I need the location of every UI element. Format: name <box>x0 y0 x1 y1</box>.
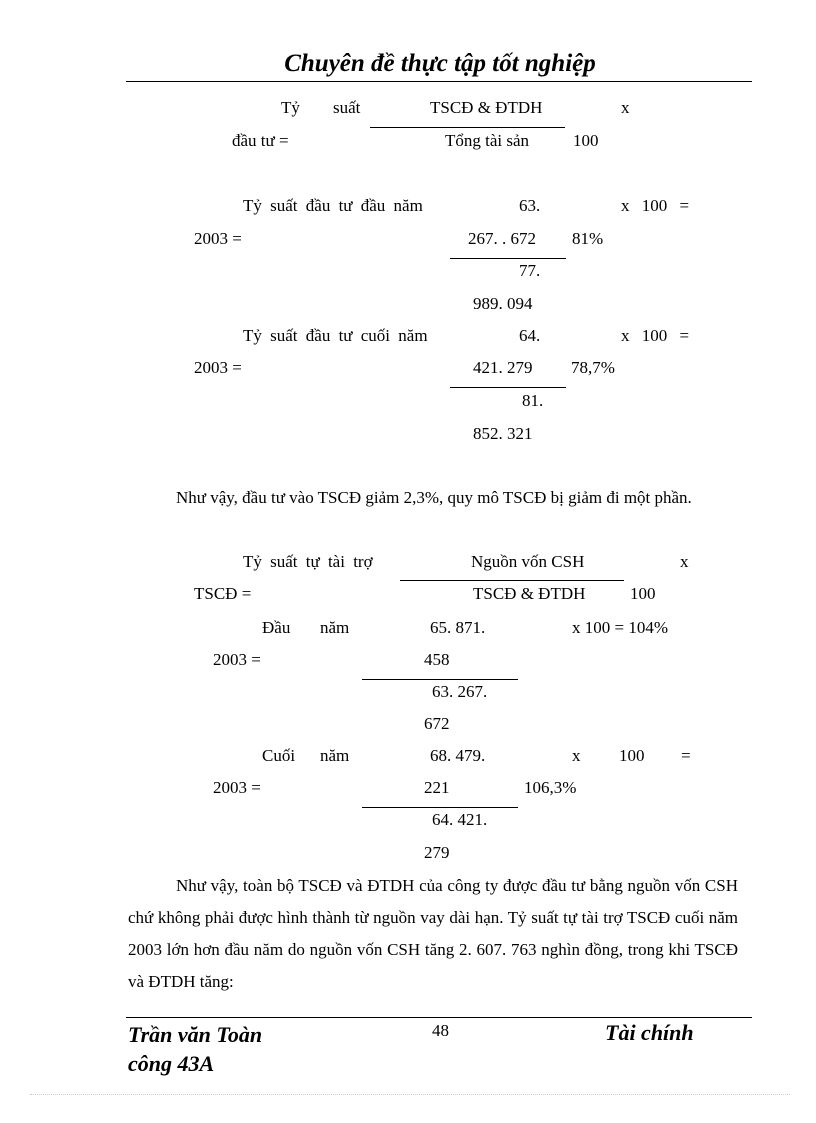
calc3-label-word-1: Đầu <box>262 618 291 637</box>
formula2-hundred: 100 <box>630 584 656 603</box>
calc1-denominator-2: 989. 094 <box>473 294 533 313</box>
calc2-numerator-1: 64. <box>519 326 541 345</box>
calc2-label: Tỷ suất đầu tư cuối năm <box>243 326 428 345</box>
formula1-label-word-1: Tỷ <box>281 98 300 117</box>
page-header-title: Chuyên đề thực tập tốt nghiệp <box>284 50 596 77</box>
calc2-fraction-bar <box>450 387 566 388</box>
footer-author <box>128 1020 262 1078</box>
calc3-denominator-2: 672 <box>424 714 450 733</box>
calc1-year: 2003 = <box>194 229 242 248</box>
calc2-numerator-2: 421. 279 <box>473 358 533 377</box>
calc4-equals: = <box>681 746 691 765</box>
calc3-multiplier-result: x 100 = 104% <box>572 618 668 637</box>
formula2-fraction-bar <box>400 580 624 581</box>
formula1-hundred: 100 <box>573 131 599 150</box>
calc2-denominator-1: 81. <box>522 391 544 410</box>
calc4-fraction-bar <box>362 807 518 808</box>
formula1-times: x <box>621 98 630 117</box>
paragraph-self-financing-conclusion: Như vậy, toàn bộ TSCĐ và ĐTDH của công ty được đầu tư bằng nguồn vốn CSH chứ không phải được hình thành từ nguồn vay dài hạn. Tỷ suất tự tài trợ TSCĐ cuối năm 2003 lớn hơn đầu năm do nguồn vốn CSH tăng 2. 607. 763 nghìn đồng, trong khi TSCĐ và ĐTDH tăng: <box>128 876 738 991</box>
formula1-label-line2: đầu tư = <box>232 131 289 150</box>
formula2-numerator: Nguồn vốn CSH <box>471 552 585 571</box>
calc4-numerator-1: 68. 479. <box>430 746 486 765</box>
formula2-label-line1: Tỷ suất tự tài trợ <box>243 552 373 571</box>
calc1-numerator-2: 267. . 672 <box>468 229 536 248</box>
formula1-denominator: Tổng tài sản <box>445 131 530 150</box>
calc2-multiplier: x 100 = <box>621 326 690 345</box>
page-bottom-dotted-border <box>30 1094 790 1095</box>
formula2-denominator: TSCĐ & ĐTDH <box>473 584 586 603</box>
calc1-denominator-1: 77. <box>519 261 541 280</box>
calc2-denominator-2: 852. 321 <box>473 424 533 443</box>
calc3-fraction-bar <box>362 679 518 680</box>
footer-author-line2: công 43A <box>128 1051 215 1076</box>
calc3-denominator-1: 63. 267. <box>432 682 488 701</box>
calc1-numerator-1: 63. <box>519 196 541 215</box>
formula1-fraction-bar <box>370 127 565 128</box>
footer-author-line1: Trần văn Toàn <box>128 1022 263 1047</box>
calc4-denominator-2: 279 <box>424 843 450 862</box>
calc4-label-word-2: năm <box>320 746 350 765</box>
formula2-times: x <box>680 552 689 571</box>
calc1-result: 81% <box>572 229 604 248</box>
paragraph-investment-conclusion: Như vậy, đầu tư vào TSCĐ giảm 2,3%, quy mô TSCĐ bị giảm đi một phần. <box>176 488 692 507</box>
formula2-label-line2: TSCĐ = <box>194 584 252 603</box>
formula1-label-word-2: suất <box>333 98 361 117</box>
footer-rule <box>126 1017 752 1018</box>
calc4-label-word-1: Cuối <box>262 746 296 765</box>
footer-department: Tài chính <box>605 1020 694 1045</box>
formula1-numerator: TSCĐ & ĐTDH <box>430 98 543 117</box>
calc3-numerator-2: 458 <box>424 650 450 669</box>
calc2-year: 2003 = <box>194 358 242 377</box>
calc3-numerator-1: 65. 871. <box>430 618 486 637</box>
calc4-numerator-2: 221 <box>424 778 450 797</box>
calc2-result: 78,7% <box>571 358 615 377</box>
calc4-year: 2003 = <box>213 778 261 797</box>
calc3-year: 2003 = <box>213 650 261 669</box>
calc4-times: x <box>572 746 581 765</box>
calc4-result: 106,3% <box>524 778 577 797</box>
calc3-label-word-2: năm <box>320 618 350 637</box>
calc4-denominator-1: 64. 421. <box>432 810 488 829</box>
calc1-label: Tỷ suất đầu tư đầu năm <box>243 196 423 215</box>
page-number: 48 <box>432 1021 449 1040</box>
calc4-hundred: 100 <box>619 746 645 765</box>
header-rule <box>126 81 752 82</box>
calc1-multiplier: x 100 = <box>621 196 690 215</box>
calc1-fraction-bar <box>450 258 566 259</box>
